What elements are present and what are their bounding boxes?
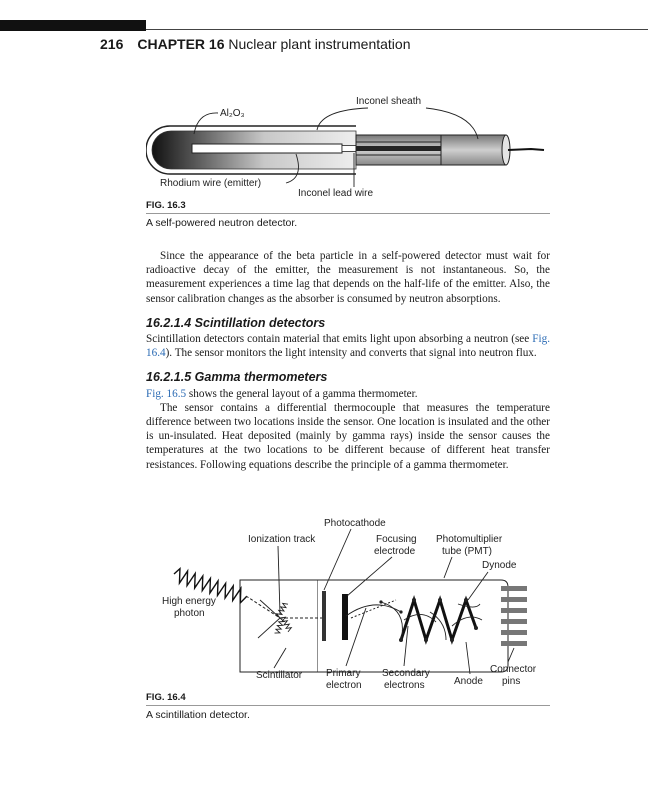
- body-text: [146, 249, 550, 472]
- photocathode-plate: [322, 591, 326, 641]
- pmt-label-2: tube (PMT): [442, 546, 493, 557]
- figure-label: FIG. 16.3: [146, 200, 186, 211]
- figure-reference-link[interactable]: Fig. 16.4: [146, 333, 550, 360]
- section-heading: 16.2.1.5 Gamma thermometers: [146, 370, 328, 385]
- chapter-number: CHAPTER 16: [137, 36, 225, 52]
- rhodium-wire-label: Rhodium wire (emitter): [160, 178, 262, 189]
- header-bar: [0, 20, 146, 31]
- scintillator-label: Scintillator: [256, 670, 303, 681]
- figure-caption: A scintillation detector.: [146, 709, 250, 721]
- running-head: [100, 36, 411, 52]
- chapter-title: Nuclear plant instrumentation: [228, 36, 411, 52]
- photon-label-1: High energy: [162, 596, 216, 607]
- paragraph: Fig. 16.5 shows the general layout of a gamma thermometer.: [146, 387, 418, 400]
- figure-caption: A self-powered neutron detector.: [146, 217, 298, 229]
- photon-label-2: photon: [174, 608, 205, 619]
- header-rule: [146, 29, 648, 30]
- secondary-electrons-label-2: electrons: [384, 680, 425, 691]
- ionization-track-label: Ionization track: [248, 534, 316, 545]
- figure-reference-link[interactable]: Fig. 16.5: [146, 387, 187, 400]
- page-number: 216: [100, 36, 124, 52]
- inconel-lead-wire: [356, 146, 441, 151]
- primary-electron-label-2: electron: [326, 680, 362, 691]
- section-heading: 16.2.1.4 Scintillation detectors: [146, 315, 326, 330]
- dynode-label: Dynode: [482, 560, 517, 571]
- figure-rule: [146, 213, 550, 214]
- paragraph: The sensor contains a differential thermocouple that measures the temperature difference between two locations inside the sensor. One location is insulated and the other is un-insulated. Heat deposited (mainly by gamma rays) inside the sensor causes the temperatures at the two locations to be different because of different heat transfer resistances. Following equations describe the principle of a gamma thermometer.: [146, 401, 550, 471]
- figure-16-3: [146, 88, 550, 229]
- paragraph: Since the appearance of the beta particle in a self-powered detector must wait for radioactive decay of the emitter, the measurement is not instantaneous. So, the measurement experiences a time lag that depends on the half-life of the emitter. Also, the sensor calibration changes as the absorber is consumed by neutron absorptions.: [146, 250, 550, 305]
- figure-rule: [146, 705, 550, 706]
- focusing-label-2: electrode: [374, 546, 416, 557]
- inconel-lead-label: Inconel lead wire: [298, 188, 374, 198]
- connector-pins-label-2: pins: [502, 676, 521, 687]
- lead-cable: [508, 149, 544, 150]
- scintillation-detector-diagram: [146, 516, 550, 692]
- rhodium-emitter: [192, 144, 342, 153]
- paragraph: Scintillation detectors contain material that emits light upon absorbing a neutron (see Fig. 16.4). The sensor monitors the light intensity and converts that signal into neutron flux.: [146, 333, 550, 360]
- figure-label: FIG. 16.4: [146, 692, 186, 703]
- secondary-electrons-label-1: Secondary: [382, 668, 430, 679]
- anode-label: Anode: [454, 676, 483, 687]
- primary-electron-label-1: Primary: [326, 668, 361, 679]
- connector-pins-label-1: Connector: [490, 664, 537, 675]
- neutron-detector-diagram: [146, 88, 550, 198]
- focusing-electrode: [342, 594, 348, 640]
- pmt-label-1: Photomultiplier: [436, 534, 503, 545]
- photocathode-label: Photocathode: [324, 518, 386, 529]
- focusing-label-1: Focusing: [376, 534, 417, 545]
- al2o3-label: Al₂O₃: [220, 108, 245, 119]
- figure-16-4: [146, 516, 550, 721]
- inconel-sheath-label: Inconel sheath: [356, 96, 422, 107]
